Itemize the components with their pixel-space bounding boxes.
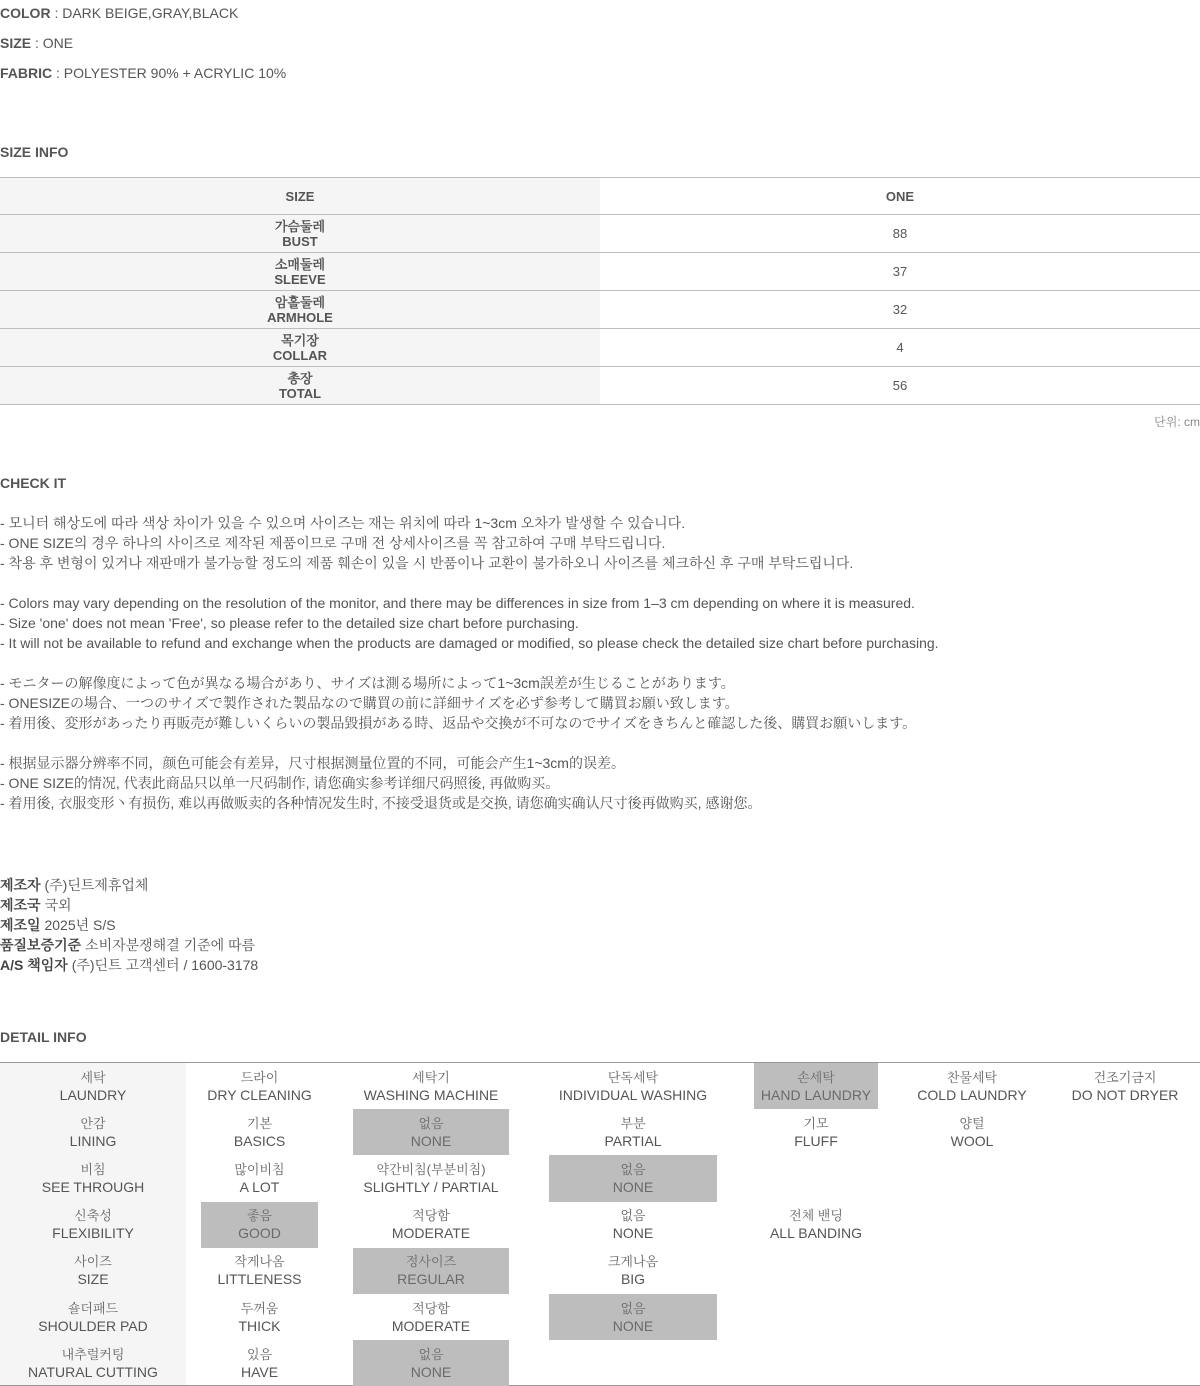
detail-option-en: DO NOT DRYER [1071, 1086, 1179, 1103]
detail-option-en: INDIVIDUAL WASHING [558, 1086, 708, 1103]
detail-option [549, 1202, 717, 1248]
detail-option [353, 1202, 509, 1248]
size-row-en: SLEEVE [274, 271, 326, 287]
detail-option-ko: 드라이 [240, 1069, 279, 1085]
detail-option-ko: 작게나옴 [234, 1254, 285, 1270]
detail-option-en: REGULAR [397, 1271, 465, 1288]
detail-option-ko: 없음 [418, 1115, 444, 1131]
detail-label-ko: 세탁 [80, 1069, 106, 1085]
detail-option-en: MODERATE [391, 1317, 471, 1334]
detail-option-ko: 있음 [246, 1346, 273, 1362]
size-info-title: SIZE INFO [0, 144, 69, 160]
check-line: - It will not be available to refund and exchange when the products are damaged or modified, so please check the detailed size chart before purchasing. [0, 635, 939, 651]
size-table-header [0, 178, 1200, 215]
detail-row-label [0, 1109, 186, 1155]
detail-option [754, 1202, 878, 1248]
detail-option [353, 1294, 509, 1340]
size-row-en: COLLAR [272, 347, 328, 363]
check-group-korean [0, 513, 853, 573]
detail-label-ko: 안감 [80, 1115, 106, 1131]
spec-value: : POLYESTER 90% + ACRYLIC 10% [52, 65, 287, 81]
detail-option-ko: 양털 [959, 1115, 985, 1131]
detail-option-en: WASHING MACHINE [363, 1086, 499, 1103]
detail-option-en: NONE [612, 1317, 654, 1334]
size-row-en: TOTAL [278, 385, 322, 401]
detail-option-en: BASICS [233, 1132, 286, 1149]
detail-option-ko: 손세탁 [797, 1069, 835, 1085]
detail-option-ko: 두꺼움 [240, 1300, 279, 1316]
detail-option [549, 1063, 717, 1109]
size-row-label [0, 367, 600, 405]
size-row-ko: 총장 [287, 370, 313, 386]
detail-option [201, 1248, 318, 1294]
detail-option-ko: 정사이즈 [405, 1254, 457, 1270]
detail-option [201, 1294, 318, 1340]
detail-option-selected [754, 1063, 878, 1109]
check-line: - 着用後、変形があったり再販売が難しいくらいの製品毀損がある時、返品や交換が不可なのでサイズをきちんと確認した後、購買お願いします。 [0, 715, 917, 731]
detail-label-en: SEE THROUGH [41, 1178, 145, 1195]
detail-option-ko: 없음 [620, 1300, 646, 1316]
detail-option-en: GOOD [238, 1225, 281, 1242]
detail-option [201, 1109, 318, 1155]
detail-option-selected [549, 1155, 717, 1201]
info-value: 국외 [40, 897, 72, 913]
detail-option-en: LITTLENESS [217, 1271, 302, 1288]
detail-option-en: WOOL [950, 1132, 994, 1149]
detail-label-en: LAUNDRY [59, 1086, 127, 1103]
detail-option [353, 1063, 509, 1109]
detail-row-label [0, 1294, 186, 1340]
check-line: - ONESIZEの場合、一つのサイズで製作された製品なので購買の前に詳細サイズを必ず参考して購買お願い致します。 [0, 695, 739, 711]
detail-row-label [0, 1340, 186, 1386]
detail-option-en: BIG [620, 1271, 646, 1288]
detail-option-ko: 약간비침(부분비침) [376, 1161, 486, 1177]
detail-option-en: SLIGHTLY / PARTIAL [363, 1178, 499, 1195]
detail-option-en: NONE [410, 1363, 452, 1380]
detail-option-en: DRY CLEANING [207, 1086, 312, 1103]
size-row-value: 4 [600, 329, 1200, 367]
country-line [0, 895, 72, 915]
detail-label-ko: 사이즈 [74, 1254, 112, 1270]
detail-option-en: NONE [410, 1132, 452, 1149]
check-line: - 根据显示器分辨率不同，颜色可能会有差异，尺寸根据测量位置的不同，可能会产生1~3cm的误差。 [0, 755, 625, 771]
quality-standard-line [0, 935, 255, 955]
size-row-value: 37 [600, 253, 1200, 291]
spec-fabric [0, 65, 286, 81]
detail-label-ko: 신축성 [74, 1208, 112, 1224]
detail-label-ko: 내추럴커팅 [61, 1346, 125, 1362]
size-header-label: SIZE [0, 178, 600, 215]
info-value: 소비자분쟁해결 기준에 따름 [81, 937, 256, 953]
detail-option [907, 1109, 1037, 1155]
check-it-title: CHECK IT [0, 475, 67, 491]
info-label: 품질보증기준 [0, 937, 82, 953]
detail-option-ko: 적당함 [412, 1300, 450, 1316]
detail-option-en: ALL BANDING [769, 1225, 863, 1242]
as-contact-line [0, 955, 258, 975]
table-row [0, 215, 1200, 253]
info-value: (주)딘트제휴업체 [40, 877, 149, 893]
size-row-label [0, 291, 600, 329]
detail-option-ko: 없음 [620, 1208, 646, 1224]
detail-option-en: MODERATE [391, 1225, 471, 1242]
check-line: - Colors may vary depending on the resolution of the monitor, and there may be differences in size from 1–3 cm depending on where it is measured. [0, 595, 915, 611]
info-label: 제조국 [0, 897, 41, 913]
size-header-value: ONE [600, 178, 1200, 215]
detail-row-label [0, 1063, 186, 1109]
table-row [0, 253, 1200, 291]
detail-option-en: PARTIAL [604, 1132, 662, 1149]
detail-row-label [0, 1155, 186, 1201]
size-table [0, 177, 1200, 405]
size-row-label [0, 329, 600, 367]
detail-option-en: COLD LAUNDRY [917, 1086, 1027, 1103]
size-row-value: 88 [600, 215, 1200, 253]
size-row-label [0, 215, 600, 253]
check-line: - 모니터 해상도에 따라 색상 차이가 있을 수 있으며 사이즈는 재는 위치에 따라 1~3cm 오차가 발생할 수 있습니다. [0, 515, 686, 531]
check-line: - ONE SIZE的情况, 代表此商品只以单一尺码制作, 请您确实参考详细尺码照後, 再做购买。 [0, 775, 560, 791]
detail-option [201, 1063, 318, 1109]
detail-label-en: SIZE [77, 1271, 109, 1288]
info-label: 제조자 [0, 877, 41, 893]
size-row-ko: 목기장 [281, 332, 319, 348]
check-group-japanese [0, 673, 916, 733]
size-row-en: BUST [282, 233, 318, 249]
detail-option-ko: 찬물세탁 [946, 1069, 998, 1085]
detail-option-ko: 전체 밴딩 [789, 1208, 843, 1224]
detail-option-ko: 세탁기 [412, 1069, 450, 1085]
detail-option [1055, 1063, 1195, 1109]
spec-label: FABRIC [0, 65, 53, 81]
detail-option-en: THICK [238, 1317, 281, 1334]
check-line: - ONE SIZE의 경우 하나의 사이즈로 제작된 제품이므로 구매 전 상세사이즈를 꼭 참고하여 구매 부탁드립니다. [0, 535, 666, 551]
size-row-en: ARMHOLE [267, 309, 333, 325]
detail-label-en: LINING [69, 1132, 117, 1149]
check-group-english [0, 593, 939, 653]
detail-option-ko: 기모 [803, 1115, 829, 1131]
detail-option-ko: 없음 [418, 1346, 444, 1362]
detail-option [549, 1109, 717, 1155]
detail-option-en: NONE [612, 1178, 654, 1195]
detail-label-en: NATURAL CUTTING [28, 1363, 158, 1380]
manufacturer-line [0, 875, 148, 895]
spec-size [0, 35, 73, 51]
detail-option [353, 1155, 509, 1201]
check-line: - 着用後, 衣服变形丶有损伤, 难以再做贩卖的各种情况发生时, 不接受退货或是交换, 请您确实确认尺寸後再做购买, 感谢您。 [0, 795, 762, 811]
detail-row-label [0, 1248, 186, 1294]
detail-label-en: SHOULDER PAD [38, 1317, 148, 1334]
spec-value: : ONE [31, 35, 74, 51]
spec-value: : DARK BEIGE,GRAY,BLACK [50, 5, 239, 21]
table-row [0, 329, 1200, 367]
size-row-ko: 가슴둘레 [274, 218, 326, 234]
detail-option-ko: 많이비침 [234, 1161, 285, 1177]
manufacture-date-line [0, 915, 116, 935]
size-row-ko: 소매둘레 [274, 256, 326, 272]
table-row [0, 291, 1200, 329]
detail-option-en: FLUFF [794, 1132, 838, 1149]
spec-label: COLOR [0, 5, 51, 21]
info-label: 제조일 [0, 917, 41, 933]
detail-option-en: HAND LAUNDRY [760, 1086, 872, 1103]
size-row-value: 56 [600, 367, 1200, 405]
size-row-label [0, 253, 600, 291]
detail-option-ko: 좋음 [246, 1208, 273, 1224]
detail-option-en: NONE [612, 1225, 654, 1242]
detail-option-en: HAVE [240, 1363, 279, 1380]
check-line: - 착용 후 변형이 있거나 재판매가 불가능할 정도의 제품 훼손이 있을 시 반품이나 교환이 불가하오니 사이즈를 체크하신 후 구매 부탁드립니다. [0, 555, 854, 571]
detail-option-selected [353, 1340, 509, 1386]
detail-option-ko: 건조기금지 [1093, 1069, 1157, 1085]
detail-option [907, 1063, 1037, 1109]
detail-option-en: A LOT [239, 1178, 280, 1195]
check-line: - Size 'one' does not mean 'Free', so please refer to the detailed size chart before purchasing. [0, 615, 579, 631]
size-row-ko: 암홀둘레 [274, 294, 326, 310]
detail-option [201, 1340, 318, 1386]
detail-label-ko: 비침 [80, 1161, 106, 1177]
size-unit-note: 단위: cm [1154, 415, 1200, 429]
detail-option [549, 1248, 717, 1294]
detail-label-ko: 숄더패드 [67, 1300, 119, 1316]
check-group-chinese [0, 753, 761, 813]
detail-grid [0, 1062, 1200, 1386]
detail-label-en: FLEXIBILITY [52, 1225, 134, 1242]
detail-option-ko: 적당함 [412, 1208, 450, 1224]
spec-label: SIZE [0, 35, 32, 51]
detail-info-title: DETAIL INFO [0, 1029, 87, 1045]
info-label: A/S 책임자 [0, 957, 68, 973]
detail-option-selected [353, 1248, 509, 1294]
detail-option [754, 1109, 878, 1155]
detail-row-label [0, 1202, 186, 1248]
size-row-value: 32 [600, 291, 1200, 329]
info-value: (주)딘트 고객센터 / 1600-3178 [67, 957, 259, 973]
detail-option [201, 1155, 318, 1201]
detail-option-ko: 기본 [246, 1115, 273, 1131]
detail-option-ko: 단독세탁 [607, 1069, 659, 1085]
detail-option-selected [201, 1202, 318, 1248]
detail-option-ko: 크게나옴 [607, 1254, 659, 1270]
info-value: 2025년 S/S [40, 917, 116, 933]
spec-color [0, 5, 238, 21]
detail-option-ko: 부분 [620, 1115, 646, 1131]
check-line: - モニターの解像度によって色が異なる場合があり、サイズは測る場所によって1~3cm誤差が生じることがあります。 [0, 675, 735, 691]
table-row [0, 367, 1200, 405]
detail-option-selected [353, 1109, 509, 1155]
detail-option-selected [549, 1294, 717, 1340]
detail-option-ko: 없음 [620, 1161, 646, 1177]
